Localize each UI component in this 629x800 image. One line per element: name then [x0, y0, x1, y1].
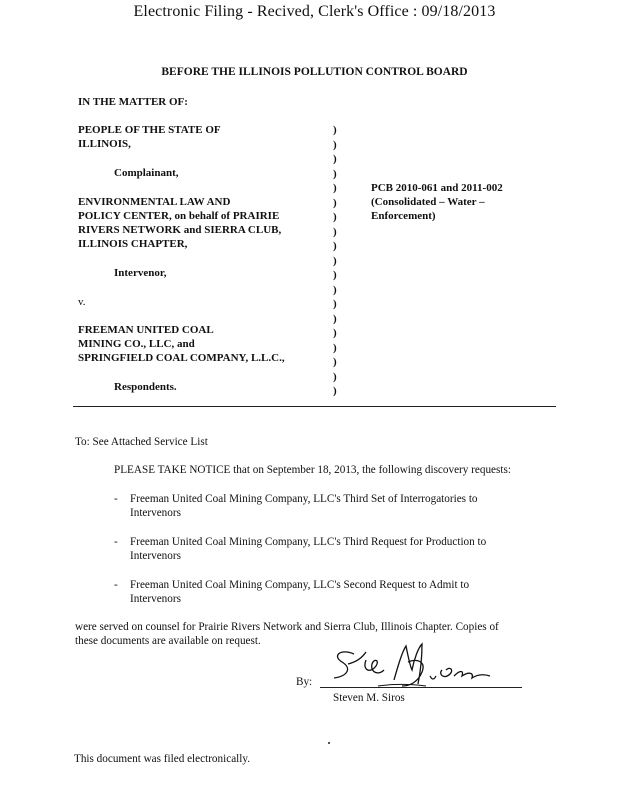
paren: ) — [333, 138, 337, 151]
paren-column — [333, 123, 343, 399]
in-the-matter: IN THE MATTER OF: — [78, 96, 188, 108]
intervener-role: Intervenor, — [114, 267, 167, 279]
signer-name: Steven M. Siros — [333, 692, 405, 704]
paren: ) — [333, 312, 337, 325]
paren: ) — [333, 269, 337, 281]
request-2-line-1: Freeman United Coal Mining Company, LLC's Third Request for Production to — [130, 536, 487, 548]
bullet-marker: - — [114, 579, 118, 591]
complainant-role: Complainant, — [114, 167, 179, 179]
request-2-line-2: Intervenors — [130, 550, 181, 562]
paren: ) — [333, 225, 337, 238]
intervener-line-2: POLICY CENTER, on behalf of PRAIRIE — [78, 210, 280, 222]
closing-line-1: were served on counsel for Prairie Rivers Network and Sierra Club, Illinois Chapter. Copies of — [75, 621, 499, 633]
board-title: BEFORE THE ILLINOIS POLLUTION CONTROL BOARD — [161, 66, 468, 78]
bullet-marker: - — [114, 536, 118, 548]
request-1-line-2: Intervenors — [130, 507, 181, 519]
paren: ) — [333, 370, 337, 383]
request-1-line-1: Freeman United Coal Mining Company, LLC's Third Set of Interrogatories to — [130, 493, 478, 505]
notice-intro: PLEASE TAKE NOTICE that on September 18, 2013, the following discovery requests: — [114, 464, 511, 476]
paren: ) — [333, 211, 337, 223]
caption-divider — [73, 406, 556, 407]
handwritten-signature — [322, 640, 497, 692]
paren: ) — [333, 124, 337, 136]
respondent-role: Respondents. — [114, 381, 177, 393]
intervener-line-3: RIVERS NETWORK and SIERRA CLUB, — [78, 224, 282, 236]
complainant-line-1: PEOPLE OF THE STATE OF — [78, 124, 221, 136]
bullet-marker: - — [114, 493, 118, 505]
respondent-line-2: MINING CO., LLC, and — [78, 338, 195, 350]
request-3-line-1: Freeman United Coal Mining Company, LLC's Second Request to Admit to — [130, 579, 470, 591]
paren: ) — [333, 153, 337, 165]
paren: ) — [333, 254, 337, 267]
intervener-line-1: ENVIRONMENTAL LAW AND — [78, 196, 231, 208]
footer-note: This document was filed electronically. — [74, 753, 251, 765]
paren: ) — [333, 385, 337, 397]
paren: ) — [333, 283, 337, 296]
respondent-line-1: FREEMAN UNITED COAL — [78, 324, 214, 336]
versus: v. — [78, 296, 86, 308]
paren: ) — [333, 196, 337, 209]
paren: ) — [333, 341, 337, 354]
closing-line-2: these documents are available on request. — [75, 635, 261, 647]
paren: ) — [333, 240, 337, 252]
paren: ) — [333, 298, 337, 310]
intervener-line-4: ILLINOIS CHAPTER, — [78, 238, 188, 250]
stray-mark — [328, 742, 330, 744]
filing-stamp: Electronic Filing - Recived, Clerk's Office : 09/18/2013 — [133, 3, 496, 20]
case-number-line-1: PCB 2010-061 and 2011-002 — [371, 182, 503, 194]
paren: ) — [333, 167, 337, 180]
signature-line — [320, 687, 522, 688]
case-number-line-2: (Consolidated – Water – — [371, 196, 485, 208]
service-list-line: To: See Attached Service List — [75, 436, 208, 448]
paren: ) — [333, 356, 337, 368]
paren: ) — [333, 327, 337, 339]
request-3-line-2: Intervenors — [130, 593, 181, 605]
paren: ) — [333, 182, 337, 194]
respondent-line-3: SPRINGFIELD COAL COMPANY, L.L.C., — [78, 352, 285, 364]
by-label: By: — [296, 676, 313, 688]
complainant-line-2: ILLINOIS, — [78, 138, 131, 150]
case-number-line-3: Enforcement) — [371, 210, 436, 222]
